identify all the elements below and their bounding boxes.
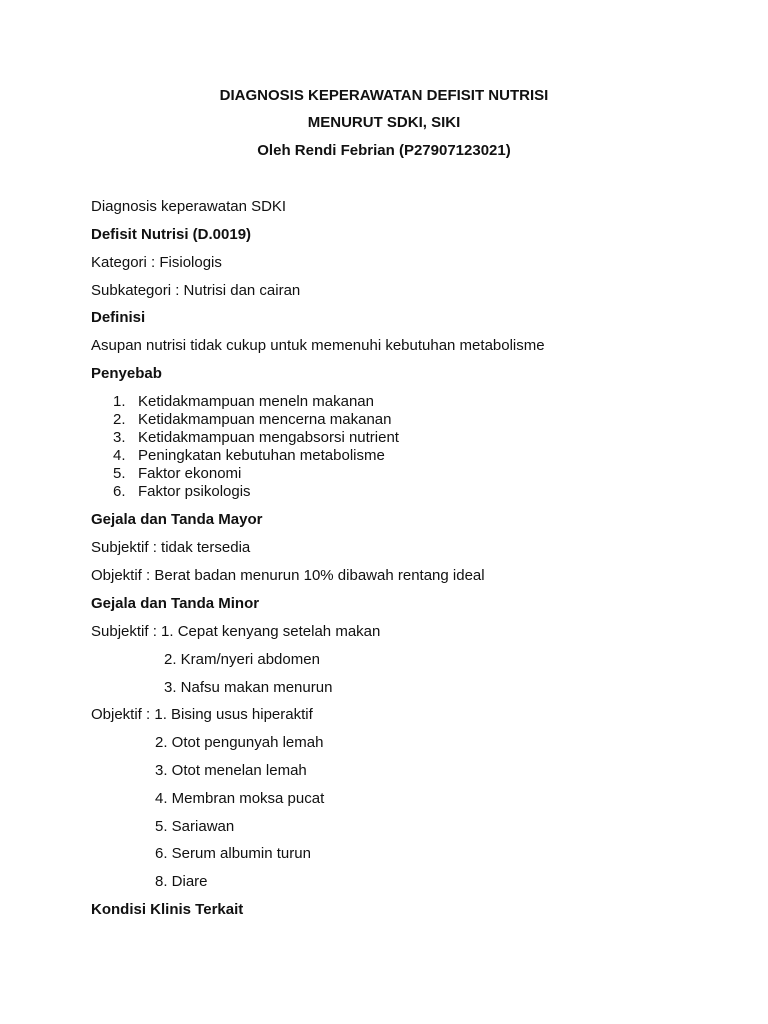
list-item: Peningkatan kebutuhan metabolisme — [138, 447, 385, 464]
mayor-subjektif: Subjektif : tidak tersedia — [91, 539, 251, 556]
kondisi-heading: Kondisi Klinis Terkait — [91, 901, 244, 918]
list-item: Ketidakmampuan meneln makanan — [138, 393, 374, 410]
definisi-heading: Definisi — [91, 309, 146, 326]
list-item-number: 3. — [113, 429, 126, 446]
minor-objektif-line: 6. Serum albumin turun — [155, 845, 311, 862]
list-item-number: 5. — [113, 465, 126, 482]
list-item-number: 2. — [113, 411, 126, 428]
document-title: DIAGNOSIS KEPERAWATAN DEFISIT NUTRISI — [219, 87, 549, 104]
diagnosis-heading: Defisit Nutrisi (D.0019) — [91, 226, 252, 243]
minor-subjektif-line: 3. Nafsu makan menurun — [164, 679, 333, 696]
list-item: Faktor psikologis — [138, 483, 251, 500]
document-subtitle: MENURUT SDKI, SIKI — [307, 114, 461, 131]
minor-objektif-line: Objektif : 1. Bising usus hiperaktif — [91, 706, 313, 723]
penyebab-heading: Penyebab — [91, 365, 162, 382]
minor-heading: Gejala dan Tanda Minor — [91, 595, 260, 612]
minor-subjektif-line: 2. Kram/nyeri abdomen — [164, 651, 320, 668]
minor-objektif-line: 3. Otot menelan lemah — [155, 762, 307, 779]
list-item: Ketidakmampuan mencerna makanan — [138, 411, 392, 428]
minor-objektif-line: 8. Diare — [155, 873, 208, 890]
minor-objektif-line: 4. Membran moksa pucat — [155, 790, 325, 807]
intro-text: Diagnosis keperawatan SDKI — [91, 198, 287, 215]
list-item: Faktor ekonomi — [138, 465, 242, 482]
list-item-number: 6. — [113, 483, 126, 500]
subkategori-text: Subkategori : Nutrisi dan cairan — [91, 282, 301, 299]
list-item-number: 4. — [113, 447, 126, 464]
kategori-text: Kategori : Fisiologis — [91, 254, 222, 271]
minor-objektif-line: 5. Sariawan — [155, 818, 235, 835]
document-author: Oleh Rendi Febrian (P27907123021) — [257, 142, 511, 159]
mayor-objektif: Objektif : Berat badan menurun 10% dibawah rentang ideal — [91, 567, 485, 584]
mayor-heading: Gejala dan Tanda Mayor — [91, 511, 263, 528]
minor-objektif-line: 2. Otot pengunyah lemah — [155, 734, 324, 751]
list-item: Ketidakmampuan mengabsorsi nutrient — [138, 429, 399, 446]
definisi-text: Asupan nutrisi tidak cukup untuk memenuhi kebutuhan metabolisme — [91, 337, 545, 354]
list-item-number: 1. — [113, 393, 126, 410]
minor-subjektif-line: Subjektif : 1. Cepat kenyang setelah makan — [91, 623, 381, 640]
